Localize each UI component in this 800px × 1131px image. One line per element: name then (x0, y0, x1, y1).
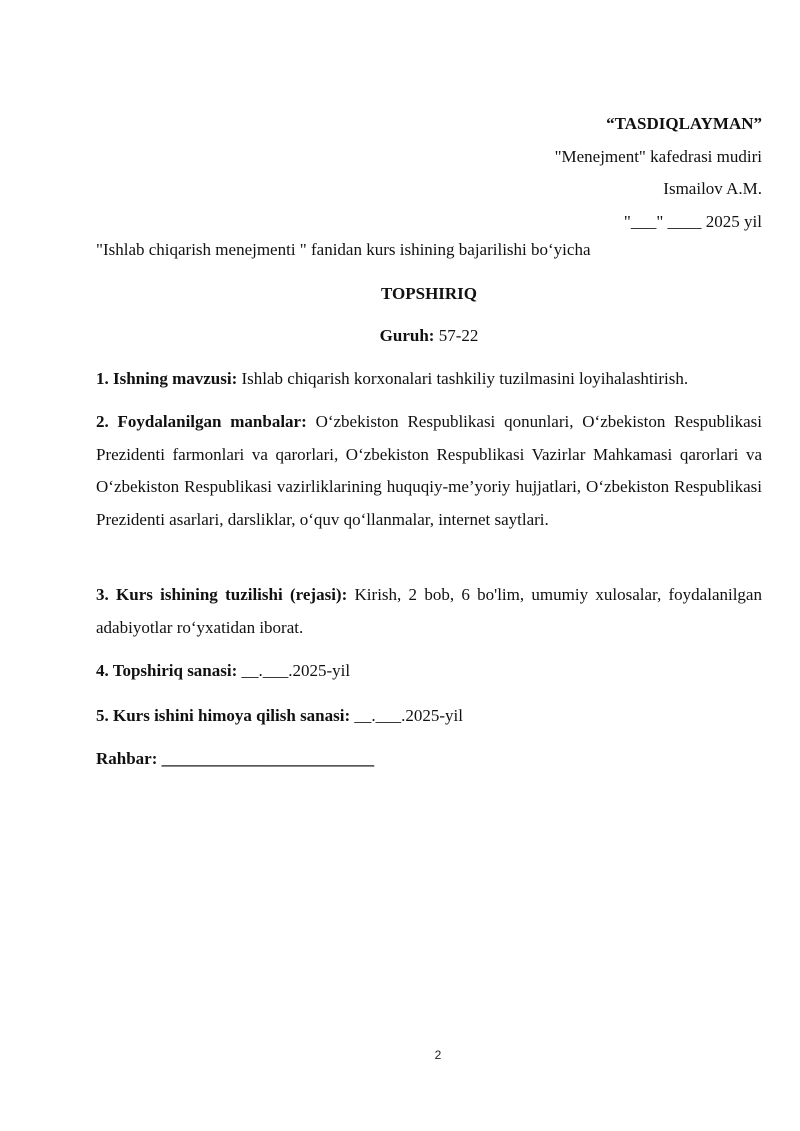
item-topic (96, 365, 762, 393)
item-topic-text: Ishlab chiqarish korxonalari tashkiliy tuzilmasini loyihalashtirish. (237, 369, 689, 388)
approval-heading: “TASDIQLAYMAN” (606, 114, 762, 133)
group-line (96, 322, 762, 350)
item-sources-label: 2. Foydalanilgan manbalar: (96, 412, 307, 431)
item-topic-label: 1. Ishning mavzusi: (96, 369, 238, 388)
item-assignment-date-text: __.___.2025-yil (237, 661, 351, 680)
document-body (96, 236, 762, 768)
approval-name: Ismailov A.M. (663, 179, 762, 198)
item-assignment-date-label: 4. Topshiriq sanasi: (96, 661, 238, 680)
intro-line: "Ishlab chiqarish menejmenti " fanidan kurs ishining bajarilishi bo‘yicha (96, 240, 591, 259)
group-label: Guruh: (379, 326, 435, 345)
item-structure-label: 3. Kurs ishining tuzilishi (rejasi): (96, 585, 348, 604)
item-defense-date (96, 702, 762, 730)
approval-block (555, 108, 762, 238)
approval-department-head: "Menejment" kafedrasi mudiri (554, 146, 762, 166)
document-title: TOPSHIRIQ (380, 284, 478, 303)
group-value: 57-22 (434, 326, 479, 345)
item-sources-text: O‘zbekiston Respublikasi qonunlari, O‘zbekiston Respublikasi Prezidenti farmonlari va qarorlari, O‘zbekiston Respublikasi Vazirlar Mahkamasi qarorlari va O‘zbekiston Respublikasi vazirliklarining huquqiy-me’yoriy hujjatlari, O‘zbekiston Respublikasi Prezidenti asarlari, darsliklar, o‘quv qo‘llanmalar, internet saytlari. (96, 412, 762, 529)
page-number: 2 (434, 1048, 442, 1062)
item-defense-date-label: 5. Kurs ishini himoya qilish sanasi: (96, 706, 351, 725)
item-structure-text: Kirish, 2 bob, 6 bo'lim, umumiy xulosalar, foydalanilgan adabiyotlar ro‘yxatidan iborat. (96, 585, 762, 637)
item-sources (96, 406, 762, 536)
item-assignment-date (96, 657, 762, 685)
item-defense-date-text: __.___.2025-yil (350, 706, 463, 725)
approval-date: "___" ____ 2025 yil (623, 211, 762, 231)
supervisor-label: Rahbar: _________________________ (96, 749, 375, 768)
item-structure (96, 579, 762, 644)
supervisor-line (96, 745, 762, 773)
